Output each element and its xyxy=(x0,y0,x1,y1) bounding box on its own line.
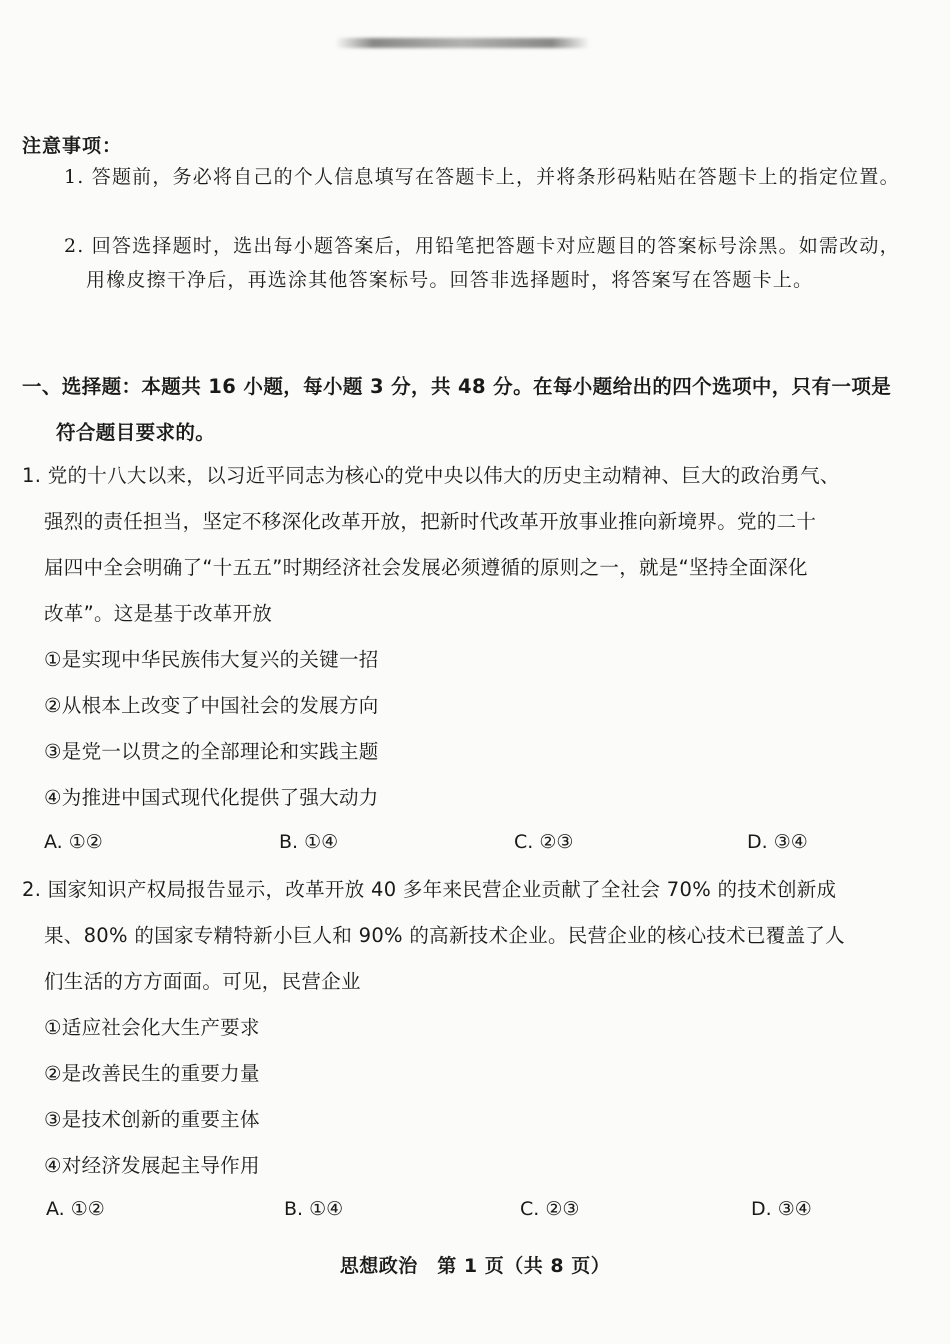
question-1-option-c[interactable]: C. ②③ xyxy=(514,831,574,853)
question-2-statement-3: ③是技术创新的重要主体 xyxy=(44,1108,260,1131)
question-1-line: 1. 党的十八大以来，以习近平同志为核心的党中央以伟大的历史主动精神、巨大的政治勇气、 xyxy=(22,464,840,487)
section-heading-line2: 符合题目要求的。 xyxy=(56,421,216,444)
question-2-line: 们生活的方方面面。可见，民营企业 xyxy=(44,970,361,993)
question-1-option-a[interactable]: A. ①② xyxy=(44,831,103,853)
question-2-option-b[interactable]: B. ①④ xyxy=(284,1198,344,1220)
question-2-line: 2. 国家知识产权局报告显示，改革开放 40 多年来民营企业贡献了全社会 70% 的技术创新成 xyxy=(22,878,837,901)
question-1-statement-4: ④为推进中国式现代化提供了强大动力 xyxy=(44,786,379,809)
question-2-options xyxy=(44,1198,844,1224)
page-footer: 思想政治 第 1 页（共 8 页） xyxy=(339,1255,611,1277)
question-1-line: 强烈的责任担当，坚定不移深化改革开放，把新时代改革开放事业推向新境界。党的二十 xyxy=(44,510,817,533)
question-1-option-b[interactable]: B. ①④ xyxy=(279,831,339,853)
notice-title: 注意事项： xyxy=(22,135,123,157)
question-1-statement-3: ③是党一以贯之的全部理论和实践主题 xyxy=(44,740,379,763)
scan-artifact xyxy=(335,38,590,48)
notice-item-1: 1. 答题前，务必将自己的个人信息填写在答题卡上，并将条形码粘贴在答题卡上的指定位置。 xyxy=(64,166,900,188)
section-heading-line1: 一、选择题：本题共 16 小题，每小题 3 分，共 48 分。在每小题给出的四个选项中，只有一项是 xyxy=(22,375,892,398)
question-2-statement-1: ①适应社会化大生产要求 xyxy=(44,1016,260,1039)
section-heading xyxy=(22,364,912,456)
question-2-statement-2: ②是改善民生的重要力量 xyxy=(44,1062,260,1085)
question-1-option-d[interactable]: D. ③④ xyxy=(747,831,808,853)
question-2-stem xyxy=(22,867,912,1005)
question-1-line: 届四中全会明确了“十五五”时期经济社会发展必须遵循的原则之一，就是“坚持全面深化 xyxy=(44,556,808,579)
question-1-stem xyxy=(22,453,912,637)
question-2-option-d[interactable]: D. ③④ xyxy=(751,1198,812,1220)
question-2-statement-4: ④对经济发展起主导作用 xyxy=(44,1154,260,1177)
question-1-statement-2: ②从根本上改变了中国社会的发展方向 xyxy=(44,694,379,717)
question-2-option-a[interactable]: A. ①② xyxy=(46,1198,105,1220)
question-2-option-c[interactable]: C. ②③ xyxy=(520,1198,580,1220)
notice-item-2: 2. 回答选择题时，选出每小题答案后，用铅笔把答题卡对应题目的答案标号涂黑。如需改动，用橡皮擦干净后，再选涂其他答案标号。回答非选择题时，将答案写在答题卡上。 xyxy=(64,235,900,291)
question-1-line: 改革”。这是基于改革开放 xyxy=(44,602,273,625)
question-1-options xyxy=(44,831,844,857)
question-1-statement-1: ①是实现中华民族伟大复兴的关键一招 xyxy=(44,648,379,671)
question-2-line: 果、80% 的国家专精特新小巨人和 90% 的高新技术企业。民营企业的核心技术已覆盖了人 xyxy=(44,924,845,947)
